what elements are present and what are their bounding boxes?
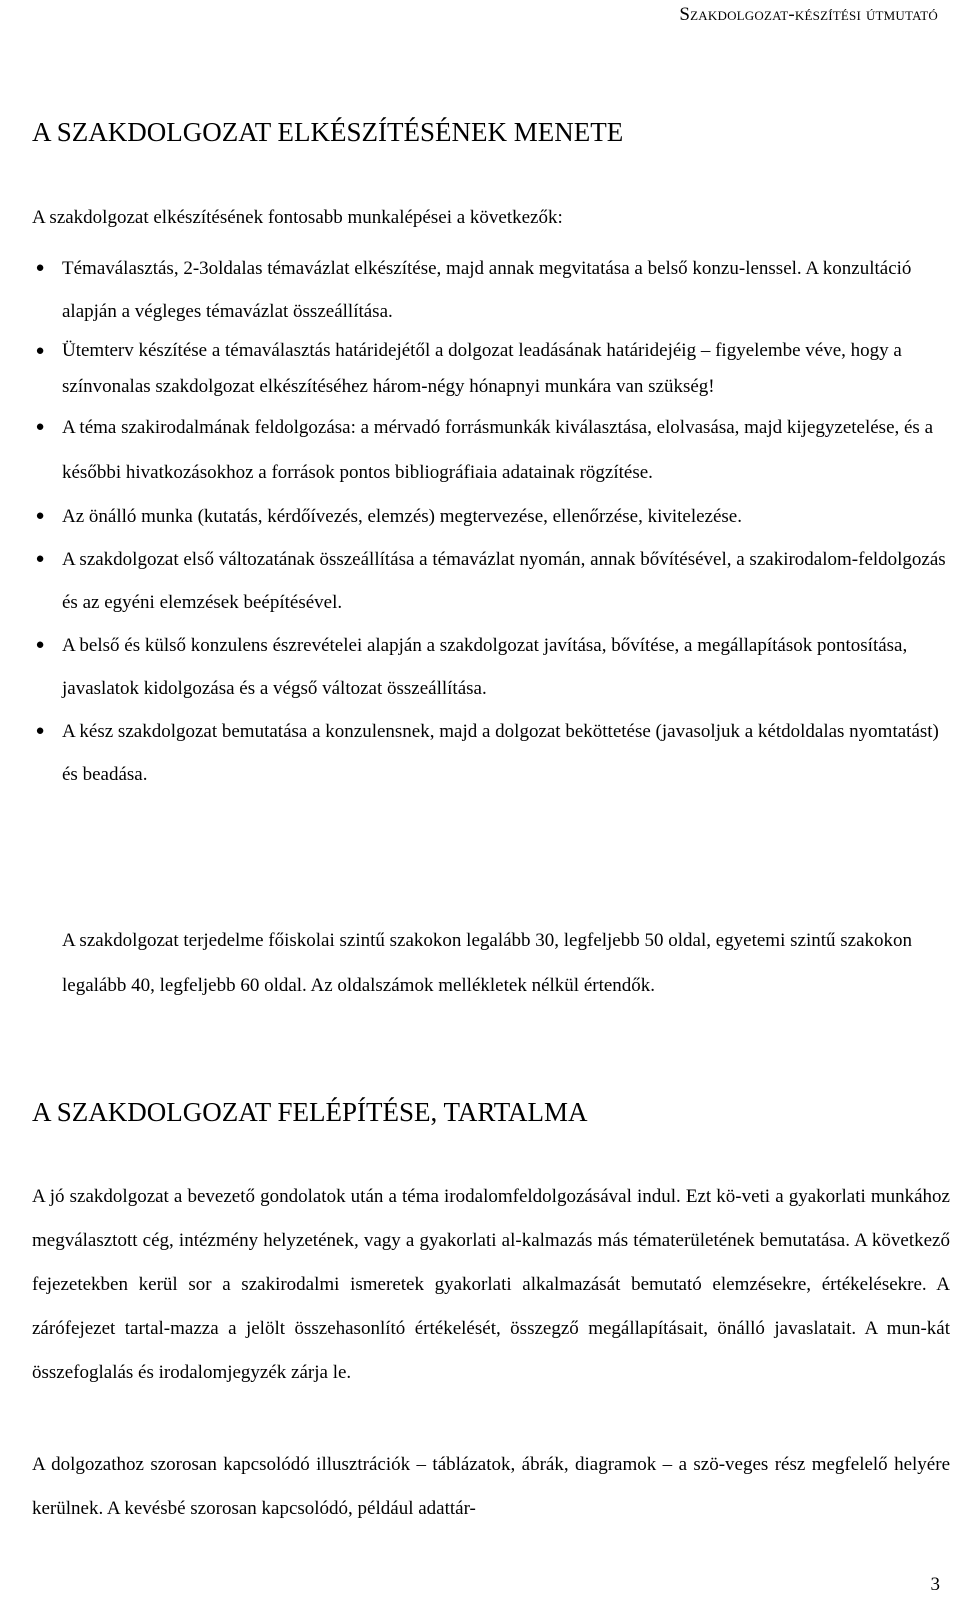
section-title-process: A SZAKDOLGOZAT ELKÉSZÍTÉSÉNEK MENETE — [32, 117, 624, 147]
structure-paragraph: A jó szakdolgozat a bevezető gondolatok után a téma irodalomfeldolgozásával indul. Ezt kö-veti a gyakorlati munkához megválasztott cég, intézmény helyzetének, vagy a gyakorlati al-kalmazás más tématerületének bemutatása. A következő fejezetekben kerül sor a szakirodalmi ismeretek gyakorlati alkalmazását bemutató elemzésekre, értékelésekre. A zárófejezet tartal-mazza a jelölt összehasonlító értékelését, összegző megállapításait, önálló javaslatait. A mun-kát összefoglalás és irodalomjegyzék zárja le. — [32, 1186, 950, 1383]
list-item — [0, 538, 948, 624]
list-item — [0, 333, 948, 405]
intro-text: A szakdolgozat elkészítésének fontosabb munkalépései a következők: — [32, 207, 563, 228]
list-item-text: Témaválasztás, 2-3oldalas témavázlat elkészítése, majd annak megvitatása a belső konzu-lenssel. A konzultáció alapján a végleges témavázlat összeállítása. — [62, 258, 912, 322]
list-item — [0, 495, 948, 538]
bullet-icon: ● — [35, 260, 45, 276]
running-header — [679, 4, 938, 26]
bullet-icon: ● — [35, 343, 45, 359]
page-number: 3 — [930, 1574, 940, 1595]
list-item — [0, 710, 948, 796]
running-header-text: Szakdolgozat-készítési útmutató — [679, 4, 938, 25]
list-item-text: Az önálló munka (kutatás, kérdőívezés, elemzés) megtervezése, ellenőrzése, kivitelezése. — [62, 506, 742, 527]
bullet-icon: ● — [35, 637, 45, 653]
bullet-icon: ● — [35, 508, 45, 524]
list-item — [0, 405, 948, 495]
length-note: A szakdolgozat terjedelme főiskolai szintű szakokon legalább 30, legfeljebb 50 oldal, egyetemi szintű szakokon legalább 40, legfeljebb 60 oldal. Az oldalszámok mellékletek nélkül értendők. — [62, 930, 913, 996]
bullet-icon: ● — [35, 419, 45, 435]
list-item-text: A szakdolgozat első változatának összeállítása a témavázlat nyomán, annak bővítésével, a szakirodalom-feldolgozás és az egyéni elemzések beépítésével. — [62, 549, 946, 613]
bullet-icon: ● — [35, 723, 45, 739]
list-item — [0, 247, 948, 333]
section-title-structure: A SZAKDOLGOZAT FELÉPÍTÉSE, TARTALMA — [32, 1097, 588, 1127]
bullet-icon: ● — [35, 551, 45, 567]
list-item-text: A belső és külső konzulens észrevételei alapján a szakdolgozat javítása, bővítése, a megállapítások pontosítása, javaslatok kidolgozása és a végső változat összeállítása. — [62, 635, 908, 699]
steps-list — [0, 247, 960, 796]
list-item-text: A kész szakdolgozat bemutatása a konzulensnek, majd a dolgozat beköttetése (javasoljuk a kétdoldalas nyomtatást) és beadása. — [62, 721, 939, 785]
list-item-text: A téma szakirodalmának feldolgozása: a mérvadó forrásmunkák kiválasztása, elolvasása, majd kijegyzetelése, és a későbbi hivatkozásokhoz a források pontos bibliográfiaia adatainak rögzítése. — [62, 417, 934, 483]
list-item — [0, 624, 948, 710]
illustrations-paragraph: A dolgozathoz szorosan kapcsolódó illusztrációk – táblázatok, ábrák, diagramok – a szö-veges rész megfelelő helyére kerülnek. A kevésbé szorosan kapcsolódó, például adattár- — [32, 1454, 950, 1519]
list-item-text: Ütemterv készítése a témaválasztás határidejétől a dolgozat leadásának határidejéig – figyelembe véve, hogy a színvonalas szakdolgozat elkészítéséhez három-négy hónapnyi munkára van szükség! — [62, 340, 902, 397]
